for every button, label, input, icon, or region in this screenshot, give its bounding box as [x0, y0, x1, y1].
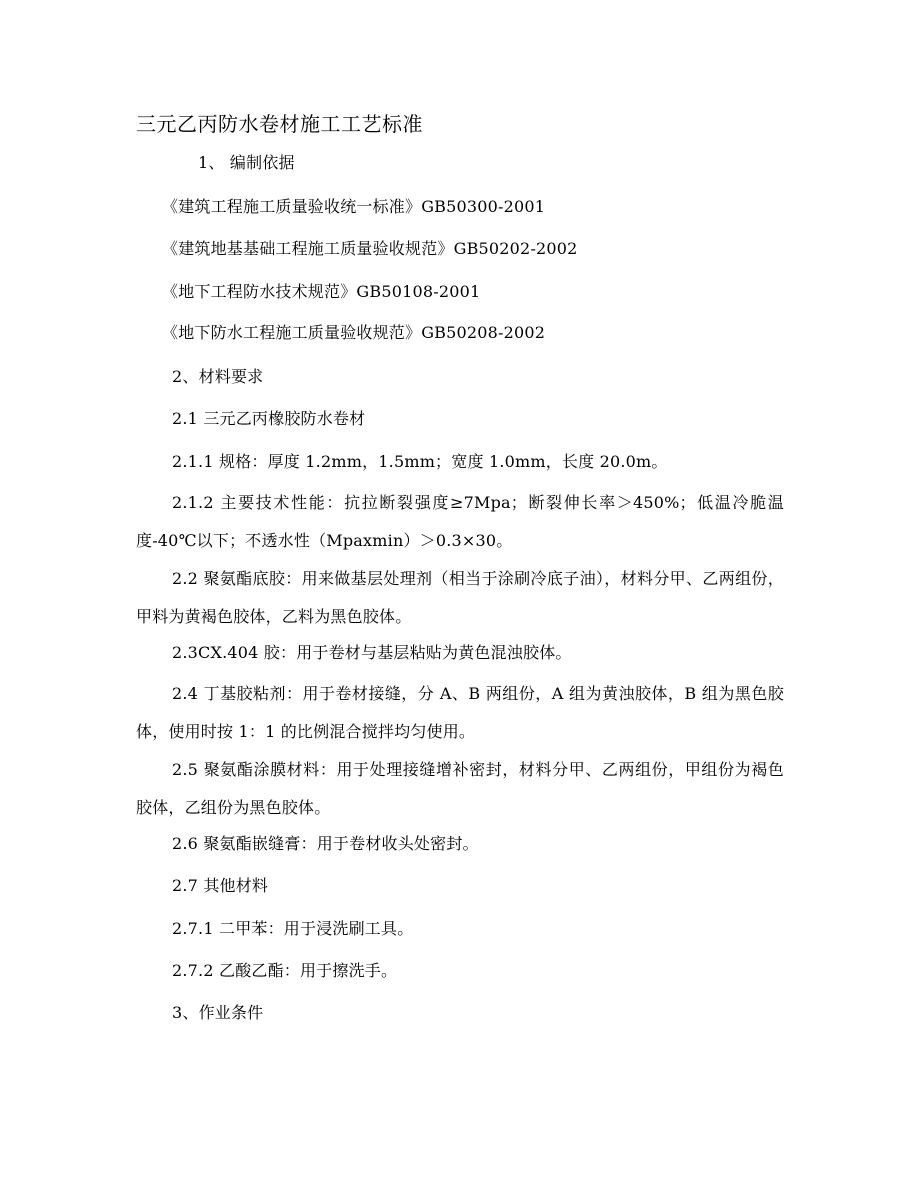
material-item: 2.7 其他材料	[172, 876, 269, 895]
section-heading-conditions: 3、作业条件	[172, 1003, 264, 1022]
material-item: 2.1.1 规格：厚度 1.2mm，1.5mm；宽度 1.0mm，长度 20.0m。	[172, 452, 668, 471]
material-paragraph: 2.5 聚氨酯涂膜材料：用于处理接缝增补密封，材料分甲、乙两组份，甲组份为褐色胶体，乙组份为黑色胶体。	[136, 760, 784, 817]
material-item: 2.7.1 二甲苯：用于浸洗刷工具。	[172, 919, 414, 938]
material-paragraph: 2.4 丁基胶粘剂：用于卷材接缝，分 A、B 两组份，A 组为黄浊胶体，B 组为黑色胶体，使用时按 1：1 的比例混合搅拌均匀使用。	[136, 684, 784, 741]
material-item: 2.7.2 乙酸乙酯：用于擦洗手。	[172, 961, 398, 980]
reference-item: 《建筑工程施工质量验收统一标准》GB50300-2001	[162, 197, 546, 216]
section-heading-materials: 2、材料要求	[172, 367, 264, 386]
material-item: 2.1 三元乙丙橡胶防水卷材	[172, 409, 366, 428]
material-item: 2.3CX.404 胶：用于卷材与基层粘贴为黄色混浊胶体。	[172, 643, 572, 662]
section-heading-basis: 1、 编制依据	[198, 153, 295, 172]
material-paragraph: 2.2 聚氨酯底胶：用来做基层处理剂（相当于涂刷冷底子油），材料分甲、乙两组份，甲料为黄褐色胶体，乙料为黑色胶体。	[136, 569, 784, 626]
reference-item: 《地下防水工程施工质量验收规范》GB50208-2002	[162, 323, 546, 342]
material-paragraph: 2.1.2 主要技术性能：抗拉断裂强度≥7Mpa；断裂伸长率＞450%；低温冷脆温度-40℃以下；不透水性（Mpaxmin）＞0.3×30。	[136, 493, 784, 550]
document-title: 三元乙丙防水卷材施工工艺标准	[136, 112, 423, 136]
reference-item: 《建筑地基基础工程施工质量验收规范》GB50202-2002	[162, 239, 578, 258]
reference-item: 《地下工程防水技术规范》GB50108-2001	[162, 282, 481, 301]
material-item: 2.6 聚氨酯嵌缝膏：用于卷材收头处密封。	[172, 834, 479, 853]
